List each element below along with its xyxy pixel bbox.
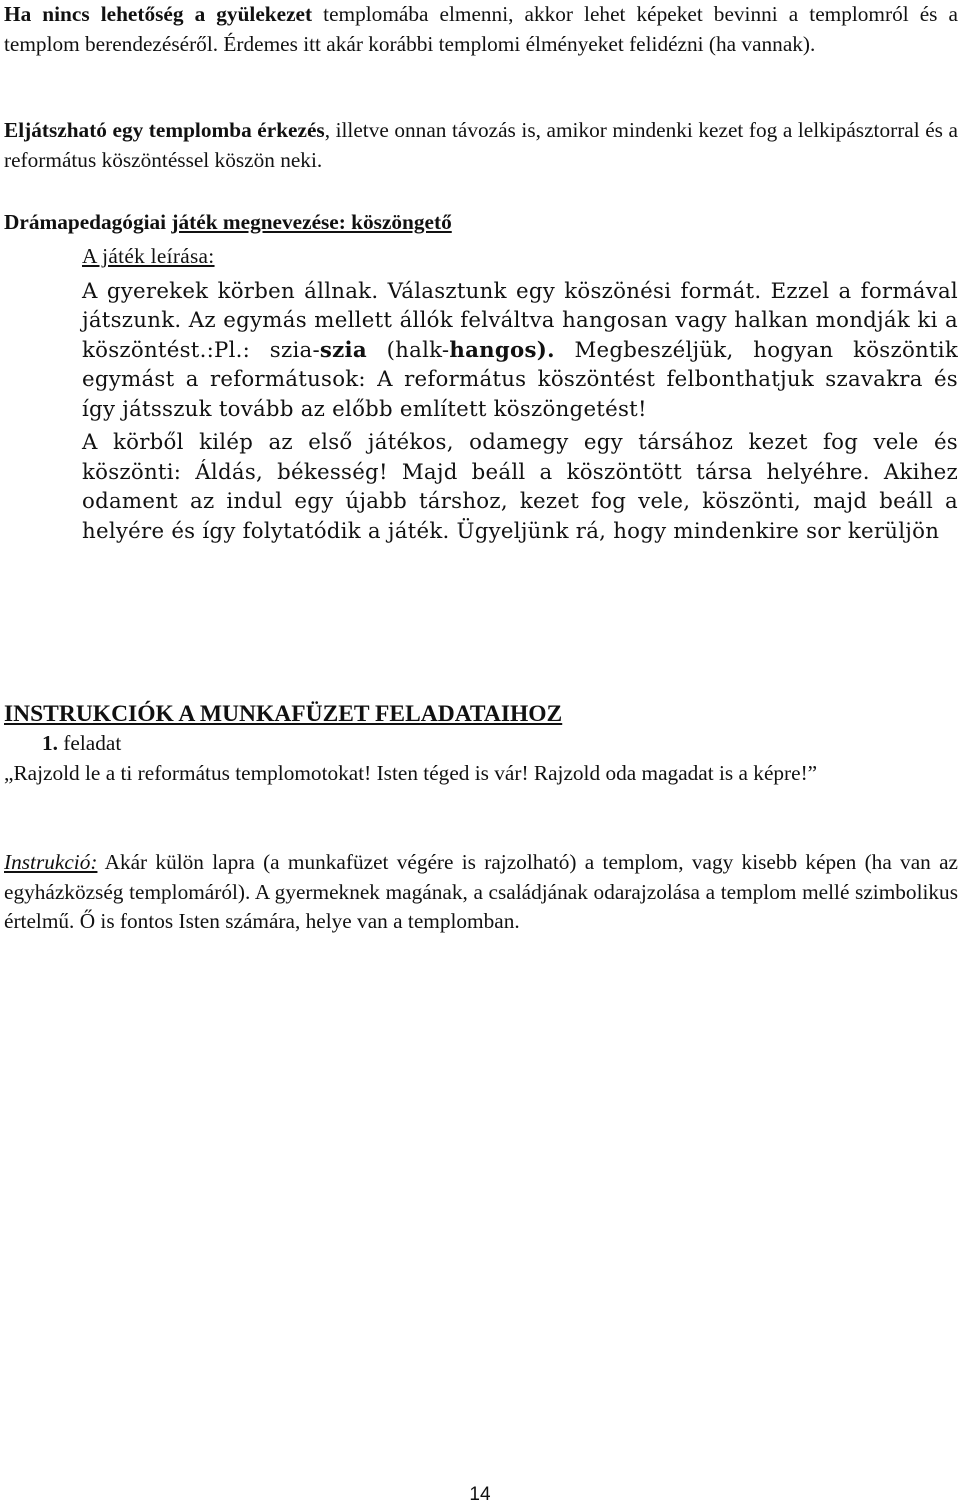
game-title-underlined: játék megnevezése: köszöngető	[171, 210, 452, 234]
instruction-text: Akár külön lapra (a munkafüzet végére is rajzolható) a templom, vagy kisebb képen (ha van az egyházközség templomáról). A gyermeknek magának, a családjának odarajzolása a templom mellé szimbolikus értelmű. Ő is fontos Isten számára, helye van a templomban.	[4, 850, 958, 933]
instruction-label: Instrukció:	[4, 850, 98, 874]
paragraph-church-photos	[4, 0, 958, 59]
para1-text: templomába elmenni, akkor lehet képeket bevinni a templomról és a templom berendezéséről. Érdemes itt akár korábbi templomi élményeket felidézni (ha vannak).	[4, 2, 958, 56]
game-title-prefix: Drámapedagógiai	[4, 210, 172, 234]
instructions-heading: INSTRUKCIÓK A MUNKAFÜZET FELADATAIHOZ	[4, 701, 563, 727]
task-1	[4, 729, 958, 788]
para1-bold: Ha nincs lehetőség a gyülekezet	[4, 2, 313, 26]
game-desc-para2: A körből kilép az első játékos, odamegy egy társához kezet fog vele és köszönti: Áldás, békesség! Majd beáll a köszöntött társa helyéhre. Akihez odament az indul egy újabb társhoz, kezet fog vele, köszönti, majd beáll a helyére és így folytatódik a játék. Ügyeljünk rá, hogy mindenkire sor kerüljön	[82, 430, 958, 544]
instructions-section	[4, 700, 958, 728]
instruction-paragraph	[4, 848, 958, 937]
para2-text: , illetve onnan távozás is, amikor mindenki kezet fog a lelkipásztorral és a református köszöntéssel köszön neki.	[4, 118, 958, 172]
game-desc-part3: Megbeszéljük, hogyan köszöntik egymást a reformátusok: A református köszöntést felbonthatjuk szavakra és így játsszuk tovább az előbb említett köszöngetést!	[82, 337, 959, 422]
game-desc-part2: (halk-	[366, 337, 450, 363]
game-desc-label: A játék leírása:	[82, 244, 215, 268]
page-number: 14	[469, 1484, 491, 1505]
para2-bold: Eljátszható egy templomba érkezés	[4, 118, 325, 142]
task-number: 1.	[42, 731, 58, 755]
game-desc-part1: A gyerekek körben állnak. Választunk egy köszönési formát. Ezzel a formával játszunk. Az egymás mellett állók felváltva hangosan vagy halkan mondják ki a köszöntést.:Pl.: szia-	[82, 278, 958, 363]
game-desc-bold1: szia	[319, 337, 367, 363]
task-label: feladat	[57, 731, 122, 755]
game-description	[82, 242, 958, 546]
game-title	[4, 208, 958, 238]
paragraph-church-arrival	[4, 116, 958, 175]
task-quote: „Rajzold le a ti református templomotokat! Isten téged is vár! Rajzold oda magadat is a képre!”	[4, 760, 818, 785]
game-desc-bold2: hangos).	[449, 337, 555, 363]
